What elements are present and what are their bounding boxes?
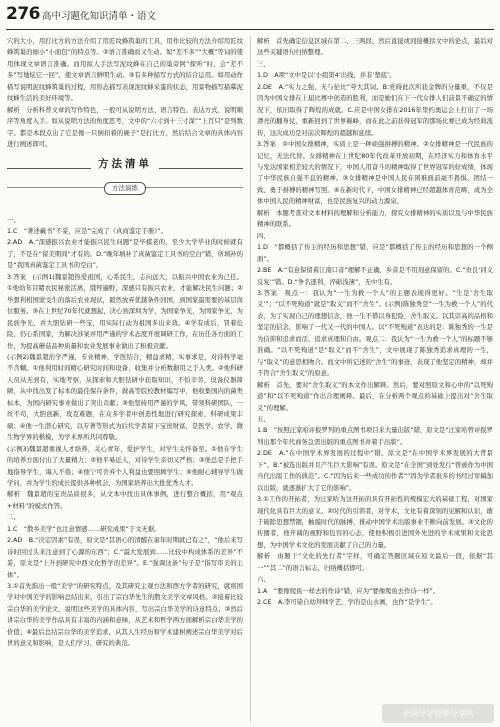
answer-item: 1.C “散乡美学”也注意情感……研究成果”于文无据。 [7,525,161,533]
section-number: 六、 [257,576,270,584]
section-number: 二、 [7,514,20,522]
analysis-note: 解析 本题考查对文本材料的理解和分析能力，探究女排精神的实质以及与中华民族精神的联系。 [257,209,493,229]
method-subtitle: 方法演练 [104,182,146,195]
analysis-note: 解析 首先确定信息区域在第二、三两段，然后直接或间接概括文中的论点，最后对这些关键语句归纳整理。 [257,38,493,57]
answer-item: 1.D “都概括了传主的经历和思想”错，应是“都概括了传主的经历和思想的一个侧面”。 [257,244,493,263]
analysis-note: 解析 首先，要对“舍生取义”的本文作出解释。然后，要对照原文和心中的“以死殉道”和“以不死殉道”作出合理阐释。最后，在分析两个观点的基础上提出对“舍生取义”的理解。 [257,381,493,412]
analysis-note: 解析 魏景超的宝贵品质很多，从文本中找出具体事例，进行整合概括，用“观点+材料”的模式作答。 [7,491,243,510]
method-title: 方法清单 [98,157,152,170]
analysis-note: 解析 由题干“文化的先行者”字样，可确定答题区域在原文最后一段，依据“其一”“其二”的语言标志，归纳概括即可。 [257,553,493,572]
page-header [0,0,500,30]
header-rule [6,29,494,30]
left-column [7,36,243,724]
answer-item: 3.答案 ①中国女排精神，实质上是一种顽强拼搏的精神。②女排精神是一代民族的记忆，无法代替。女排精神在上世纪80年代改革开放初期，在经济实力和体育水平与发达国家相差较大的情况下，中国人用奋斗的精神取得了世界冠军的好成绩，体现了中华民族自强不息的精神。③女排精神是中国人民在困难面前毫不畏惧、团结一致、勇于拼搏的精神写照。④在新时代下，中国女排精神已经超越体育范畴，成为全体中国人民的精神财富，也是民族复兴的动力源泉。 [257,141,493,206]
method-section-header [7,155,243,213]
answer-item: (示例2)魏景超治学严谨，专业精神，学医结合，精益求精，实事求是，对待科学毫不含糊。①他利用时间精心研究时间和设备，收集并分析数据用之于人类。②他科研人员从无到有，实地考察，从探索和大胆钻研中获取知识，不怕辛劳，设备仪器简陋，从中找出发了标本的最佳保存条件，做高等院校教材编写中，他收集国内的菌类标本，为国内研究事业做出了突出贡献；③他坚持用严谨的学风，带领科研团队，一丝不苟，大胆创新，攻克难题，在众多学者中创造性地进行研究探索，科研成果丰硕；④他一生潜心研究，以专著等形式为后代学者留下宝贵财富，是医学、农学、微生物学界的楷模，为学术界所共同尊敬。 [7,353,243,442]
answer-item: 2.CE A.李可染自幼拜师学艺，学的是山水画，也作“是学生”。 [257,599,437,607]
answer-item: 1.C “著述藏书”不妥，应是“完成了《真商鉴定手册》”。 [7,227,168,235]
answer-item: 2.BE A.“有意保留着江南口音”理解不正确，乡音是不用刻意保留的。C.“贵良‘同义反复’”错。D.“争名逐利，淬砺浅薄”，无中生有。 [257,267,493,286]
answer-item: 2.DE A.“在中国学术界发展的过程中”错。原文是“在中国学术界发展的大背景下”。B.“被选出版并且产生巨大影响”有误。原文是“在全国”到处发行“曾被作为中国当代出版工作的典范”。C.“因为后来一些成功的作者”“因为学者很多的书经过审稿加以出版，就逐渐扩大了它的影响”。 [257,450,493,492]
paragraph: 穴的大小，用打比方的方法介绍了用匠纹蜂筑巢的工具，用作比较的方法介绍用匠纹蜂筑巢的细小“小面包”的特点等。②语言准确而又生动。如“差不多”“大概”等词的使用体现文章语言准确。而用拟人手法写泥纹蜂在自己的巢旁阿“探听”时，会“差不多”写地炫它一回”，使文章语言鲜明生动。③有多种描写方式的结合运用。如用动作描写说明泥纹蜂筑巢的过程，用形态描写表现泥纹蜂采蛋的状态，用景物描写描摹泥纹蜂生活的美好环境等。 [7,38,243,103]
answer-item: 2.DE A.“实力之强，无与伦比”夸大其词。B.党碍此次所获金牌的分量重，不仅是因为中国女排在上届比赛中创造的胜利，而是她们在下一代女排人们前景不确定的情况下，依旧取得了辉煌的成就。C.应是中国女排在2016年里约奥运会上打出了一场漂亮的翻身仗，重新回到了世界巅峰，而在此之前获得冠军的那场比赛已成为经典流传，这次成功是对前次辉煌的超越和延续。 [257,83,493,137]
section-number: 四、 [257,232,270,240]
paragraph: 解析 分析科普文章的写作特色，一般可从说明方法、语言特色、表达方式、说明顺序等角度入手。如从说明方法的角度思考，文中的“六寸到十三寸深”“上百只”是列数字。都是本段点出了它是像一只倒扣着的碗子”是打比方，然后结合文章的具体内容进行阐述即可。 [7,106,243,149]
answer-item: 3.①工作的开拓者，为汪家哈为这开拓的具有开拓性的规模宏大的基础工程，对国家现代化具有巨大的意义。②时代的引领者，对学术、文化有着深刻的见解和认识，敢于破除思想禁锢，触摸时代的脉搏，推动中国学术出版事业不断向前发展。③文化的传播者，他开阔的视野和包容的心态，使他积极引进国外先进的学术成果和文化思想，为中国学术文化的发展贡献了自己的力量。 [257,496,493,549]
page-number: 276 [6,4,40,24]
watermark: 全国导学资源分享网 [382,704,494,723]
section-number: 五、 [257,415,270,423]
answer-item: 3.答案 (示例1)魏景超热爱祖国，心系民生，志向远大，以振兴中国农业为己任。①他幼年目睹农民秘密活离，饿殍遍野，深感只有振兴农业，才能解决民生问题；②毕想利相国蒙受生的落后农业现状，毅然放弃优越条件回国，到国家最需要的基层岗位服务。③在上世纪70年代就想起，决心到深圳为学，为国家争光，为国家争光，为民族争光，并大胆钻研一些宝，用实际行动为祖国多出来效。④学有成后，冒着危险，仍心系国家，为解决涉案并用严谨的学术态度开展调研工作，在历任各方面的工作，为提高蘑菇品种质量和农业发展事业做出了积极贡献。 [7,273,243,350]
right-column [257,36,493,724]
answer-item: 1.D A项“文中是以‘小组第4’出线，并非‘垫底’。 [257,72,396,80]
book-title: 高中习题化知识清单・语文 [42,11,157,22]
answer-item: 2.AD B.“决定因素”有误，原文是“其语心的清醒在童年时期就已有之”，“他后来写诗时回过头来注意到了心源的东西”；C.“最大发展到……比较中构成体系的差异”不妥，原文是“上升到研究中西文化哲学的差异”。E.“强调这条”句子是“指写审美的主体”。 [7,537,243,579]
answer-item: 1.B “按照汪家哈评报罗列的重点图书项目来大量出版”错，原文是“汪家哈曾评报罗列出那个年代商务急需出版的重点图书并着手出版”。 [257,427,493,446]
answer-item: (示例3)魏景超重视人才培养，关心青年，爱护学生，对学生关怀备至。①他在学生的培养方面付出了大量精力；②他平易近人，对待学生亲切又严格；③他总是手把手地指导学生，诲人不倦；④他宁可舍弃个人利益也要照顾学生；⑤他耐心辅导学生做学问，并为学生的成长提供各种机会，为国家培养出大批优秀人才。 [7,445,243,487]
answer-item: 1.A “要像爬鱼一样去的作诗”错，应为“要像爬鱼去作诗一样”。 [257,587,440,595]
answer-item: 3.①首先指出一般“美学”的研究特点，及其研究主观方法和西方学者的研究，就将国学对中国美学的影响总结出来，引出了宗白华先生的散文美学文章风格。②接着比较宗白华的美学论文，说明这些美学的具体内容，写出宗白华美学的诗意特点；③然后讲宗白华的美学作品具有丰富的内涵和意味，从艺术和哲学两方面解析宗白华美学的价值；④最后总结宗白华的美学追求，从其人生经历和学术建树阐述宗白华美学对后世的意义和影响，是人们学习、研究的典范。 [7,583,243,648]
section-number: 一、 [7,216,20,224]
answer-item: 3.答案 观点一：我认为“一生为救一个人”的主题表现得更好。“生是‘舍生取义’”；“以不死殉道”就是“取义”而不“舍生”。(示例)陈独秀是“一生为救一个人”的代表，为了实现自己的理想信念，他一生不惜以身犯险，舍生取义。以其崇高的品格和坚定的信念，影响了一代又一代的中国人。以“不死殉道”表达的是：陈独秀的一生是为信仰和追求而活，追求真理和自由。观点二：我认为“一生为救一个人”的标题不够准确。“以不死殉道”是“取义”而不“舍生”，文中展现了陈独秀追求真理的一生，与“取义”的意思相吻合。而文中所记述的“舍生”的事迹，表现了他坚定的精神，却并不符合“舍生取义”的原意。 [257,289,493,378]
section-number: 三、 [257,60,270,68]
column-divider [250,36,251,722]
answer-item: 2.AD A.“深感振兴农业才能振兴民生问题”是毕棋老的，至少大学毕业的时候就有了，不是在“留美期间”才有的。D.“晚年填补了真菌鉴定工具书的空白”错，所填补的是“我国真菌鉴定工具书的空白”。 [7,239,243,270]
